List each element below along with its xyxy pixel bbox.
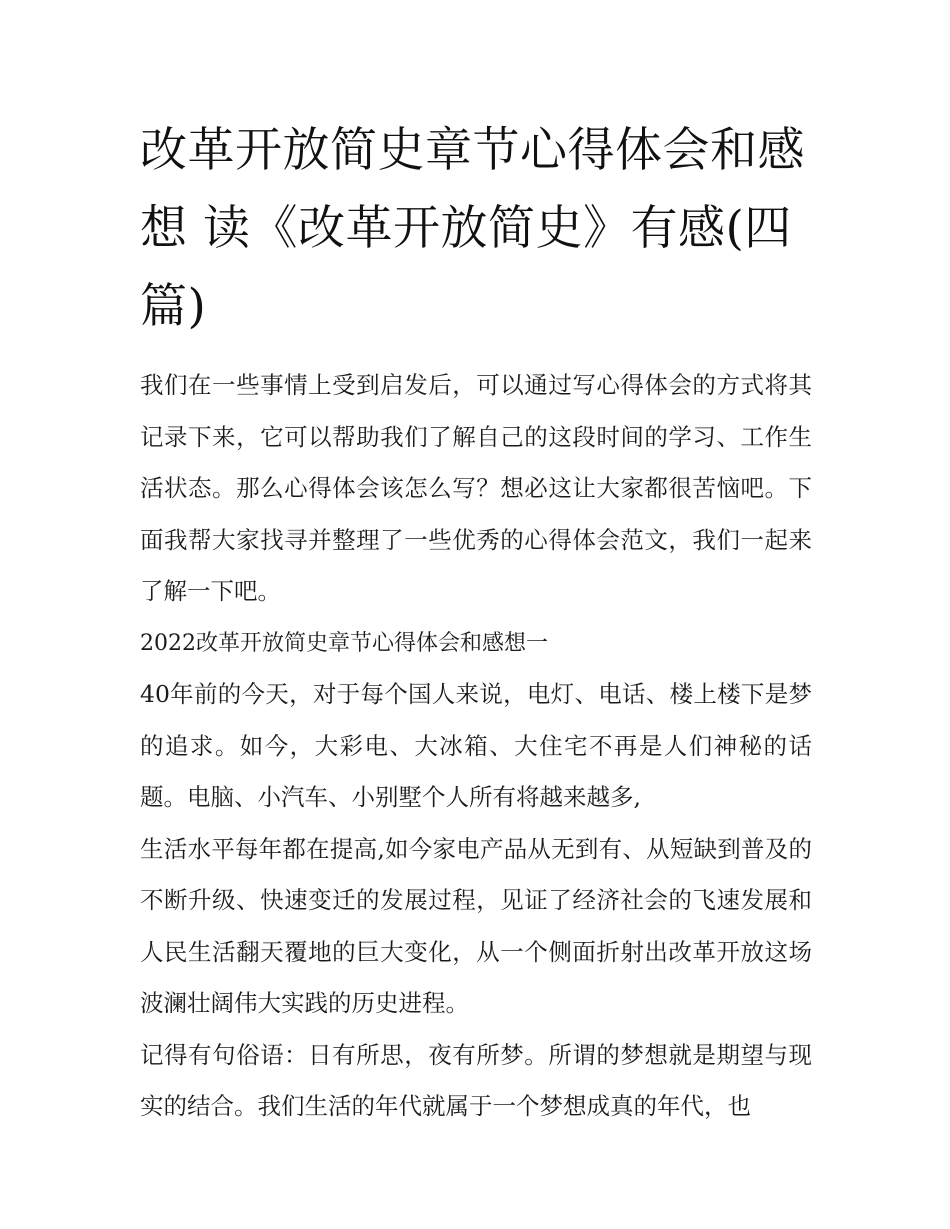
section-heading: 2022改革开放简史章节心得体会和感想一: [140, 630, 548, 656]
body-paragraph: 生活水平每年都在提高,如今家电产品从无到有、从短缺到普及的不断升级、快速变迁的发展过程，见证了经济社会的飞速发展和人民生活翻天覆地的巨大变化，从一个侧面折射出改革开放这场波澜壮阔伟大实践的历史进程。: [140, 834, 812, 1017]
document-title: 改革开放简史章节心得体会和感想 读《改革开放简史》有感(四篇): [140, 123, 805, 334]
document-page: [140, 112, 812, 1133]
body-paragraph: 记得有句俗语：日有所思，夜有所梦。所谓的梦想就是期望与现实的结合。我们生活的年代就属于一个梦想成真的年代，也: [140, 1040, 812, 1120]
body-paragraph: 40年前的今天，对于每个国人来说，电灯、电话、楼上楼下是梦的追求。如今，大彩电、大冰箱、大住宅不再是人们神秘的话题。电脑、小汽车、小别墅个人所有将越来越多,: [140, 680, 812, 811]
intro-paragraph: 我们在一些事情上受到启发后，可以通过写心得体会的方式将其记录下来，它可以帮助我们了解自己的这段时间的学习、工作生活状态。那么心得体会该怎么写？想必这让大家都很苦恼吧。下面我帮大家找寻并整理了一些优秀的心得体会范文，我们一起来了解一下吧。: [140, 371, 812, 605]
